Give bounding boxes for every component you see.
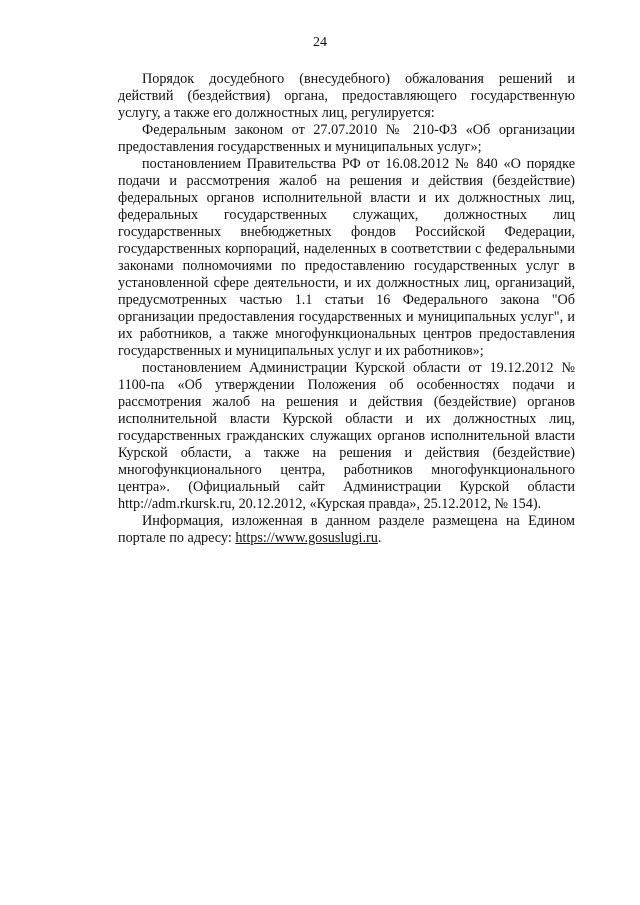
gosuslugi-link[interactable]: https://www.gosuslugi.ru <box>235 530 378 546</box>
paragraph-appeal-procedure: Порядок досудебного (внесудебного) обжалования решений и действий (бездействия) органа, предоставляющего государственную услугу, а также его должностных лиц, регулируется: <box>118 71 575 121</box>
paragraph-government-decree-840: постановлением Правительства РФ от 16.08.2012 № 840 «О порядке подачи и рассмотрения жалоб на решения и действия (бездействие) федеральных органов исполнительной власти и их должностных лиц, федеральных государственных служащих, должностных лиц государственных внебюджетных фондов Российской Федерации, государственных корпораций, наделенных в соответствии с федеральными законами полномочиями по предоставлению государственных услуг в установленной сфере деятельности, и их должностных лиц, организаций, предусмотренных частью 1.1 статьи 16 Федерального закона "Об организации предоставления государственных и муниципальных услуг", и их работников, а также многофункциональных центров предоставления государственных и муниципальных услуг и их работников»; <box>118 156 575 359</box>
page-number: 24 <box>313 35 327 50</box>
paragraph-federal-law-210: Федеральным законом от 27.07.2010 № 210-ФЗ «Об организации предоставления государственных и муниципальных услуг»; <box>118 122 575 155</box>
document-body <box>118 71 575 547</box>
portal-info-text: Информация, изложенная в данном разделе размещена на Едином портале по адресу: <box>118 513 575 546</box>
paragraph-kursk-decree-1100: постановлением Администрации Курской области от 19.12.2012 № 1100-па «Об утверждении Положения об особенностях подачи и рассмотрения жалоб на решения и действия (бездействие) органов исполнительной власти Курской области и их должностных лиц, государственных гражданских служащих органов исполнительной власти Курской области, а также на решения и действия (бездействие) многофункционального центра, работников многофункционального центра». (Официальный сайт Администрации Курской области http://adm.rkursk.ru, 20.12.2012, «Курская правда», 25.12.2012, № 154). <box>118 360 575 512</box>
paragraph-portal-info <box>118 513 575 547</box>
portal-info-end: . <box>377 530 382 546</box>
